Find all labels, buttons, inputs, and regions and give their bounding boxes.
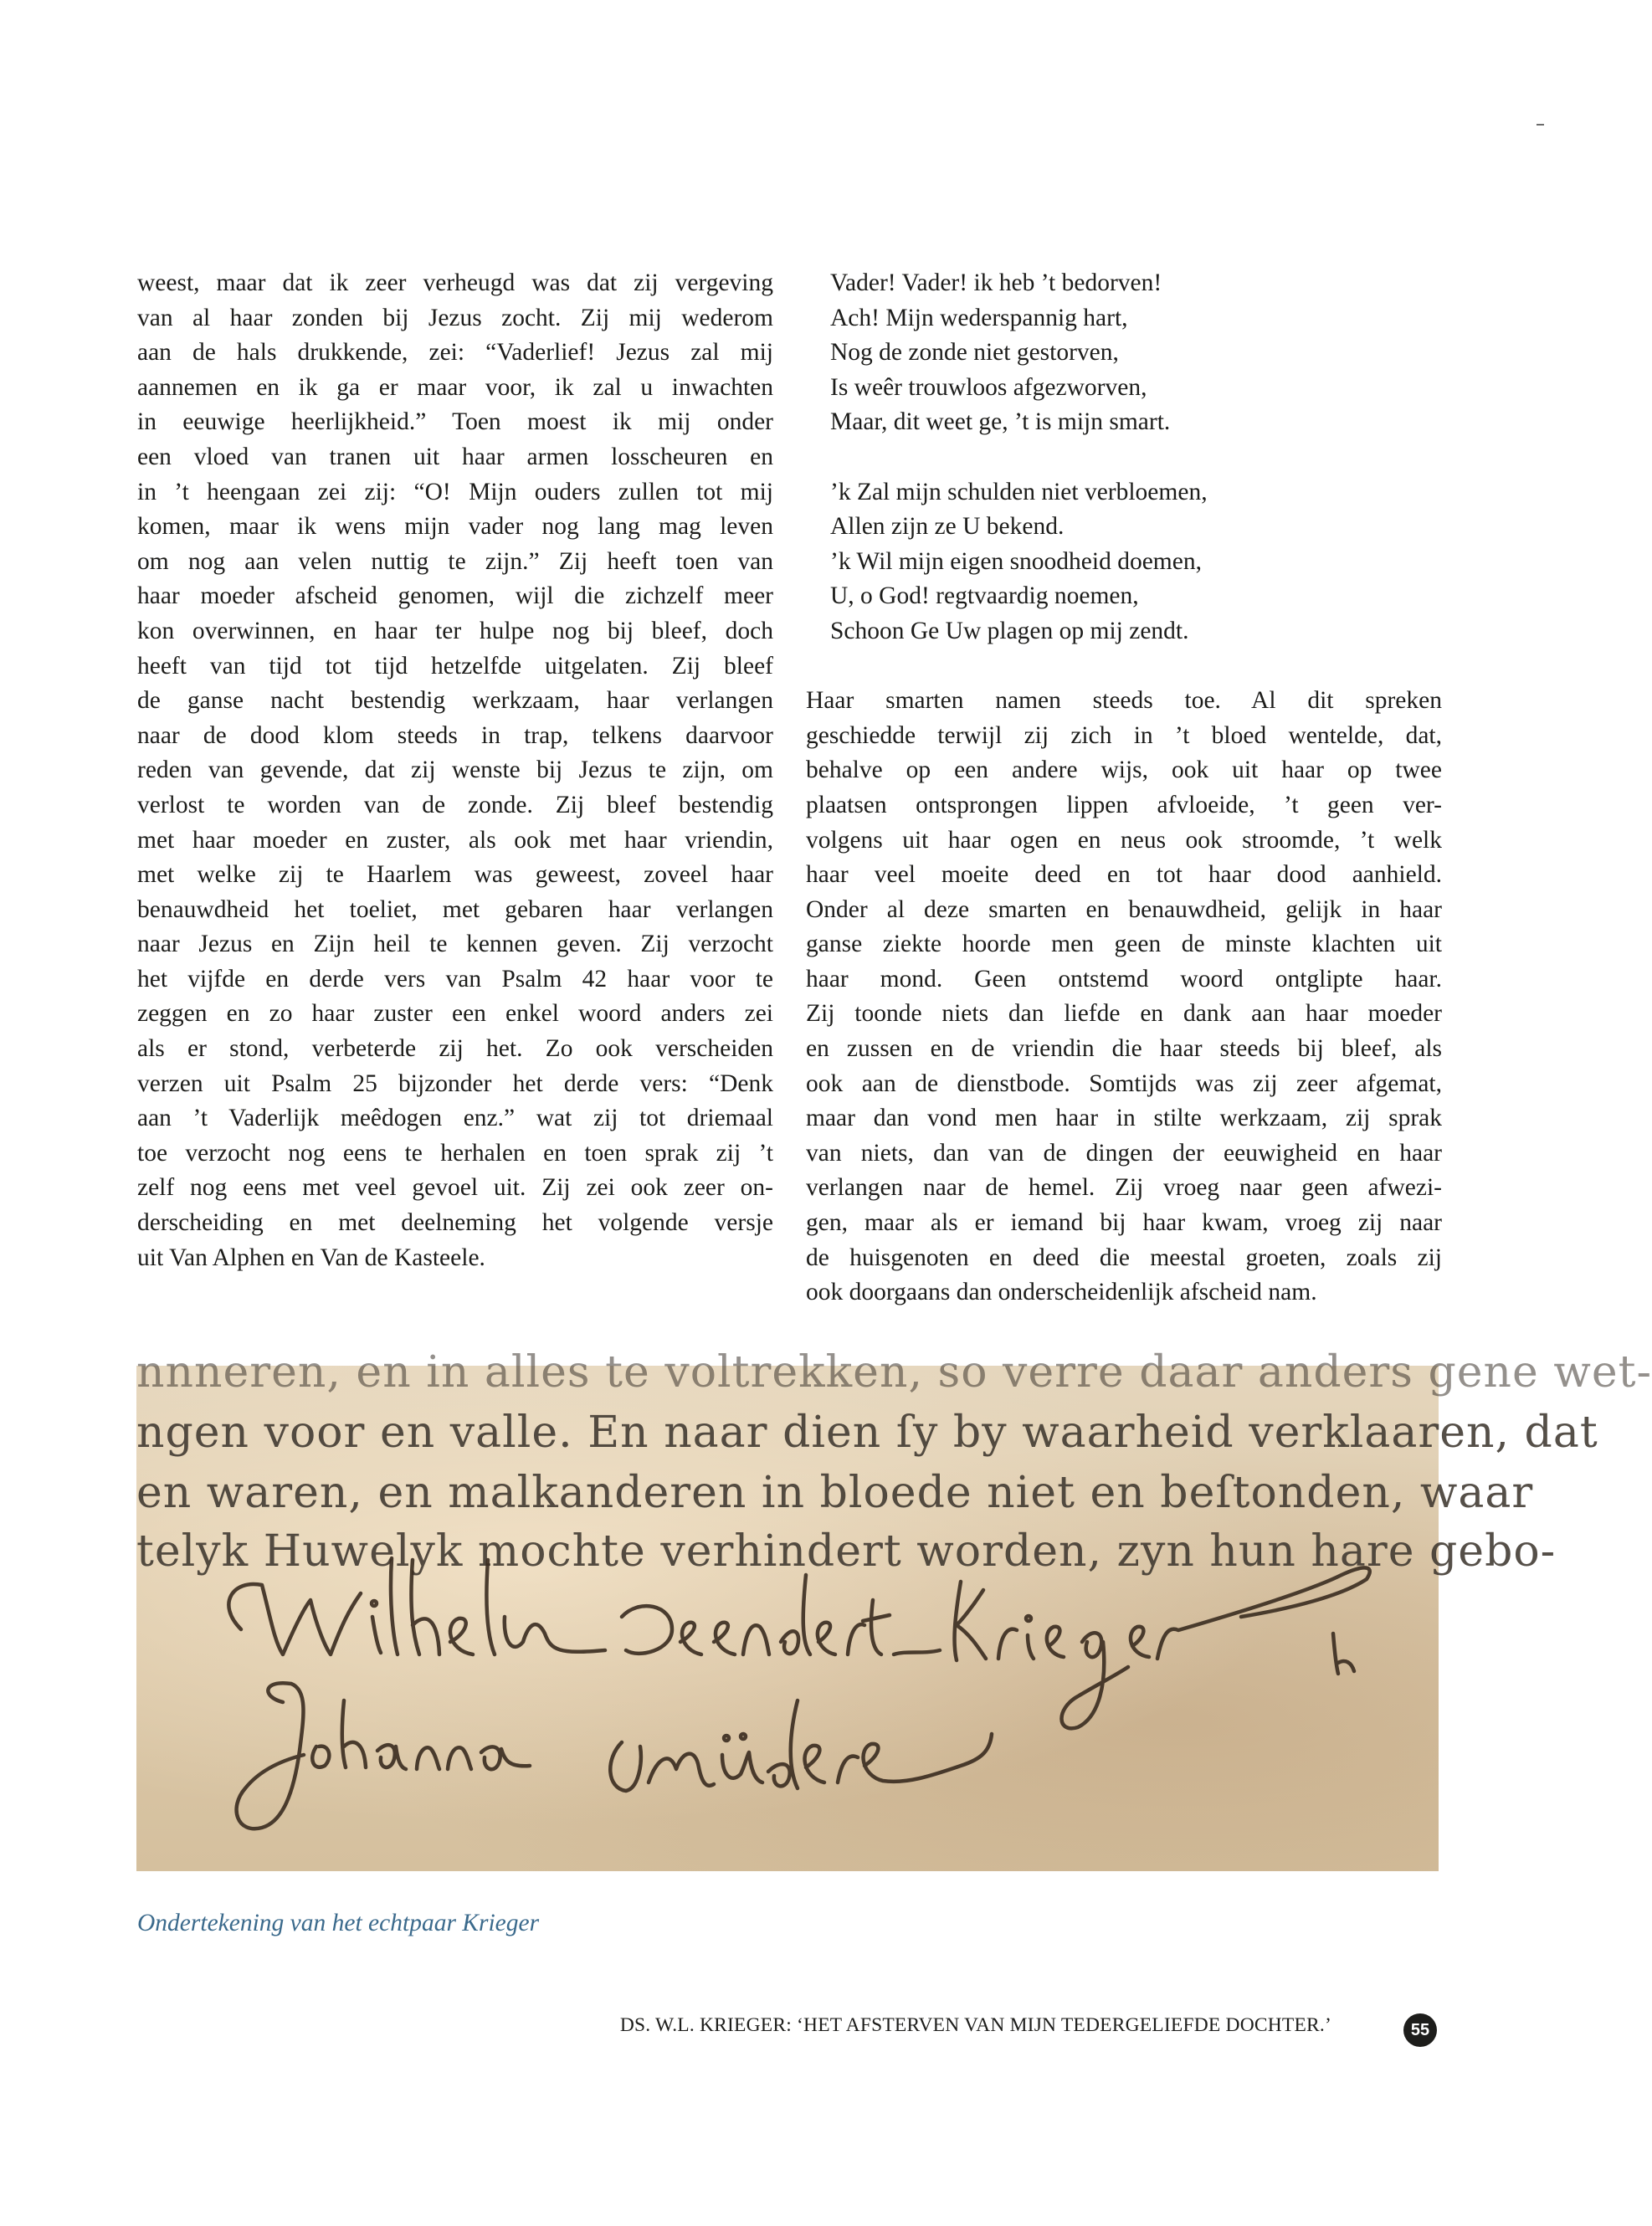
printed-line-4: telyk Huwelyk mochte verhindert worden, zyn hun hare gebo-: [136, 1526, 1557, 1577]
body-text-line: derscheiding en met deelneming het volgende versje: [137, 1209, 773, 1237]
body-text-line: benauwdheid het toeliet, met gebaren haar verlangen: [137, 895, 773, 923]
body-text-line: verlost te worden van de zonde. Zij bleef bestendig: [137, 791, 773, 818]
body-text-line: zelf nog eens met veel gevoel uit. Zij zei ook zeer on-: [137, 1174, 773, 1202]
body-text-line: aan de hals drukkende, zei: “Vaderlief! Jezus zal mij: [137, 339, 773, 367]
poem-line: Is weêr trouwloos afgezworven,: [830, 373, 1147, 401]
body-text-line: in ’t heengaan zei zij: “O! Mijn ouders zullen tot mij: [137, 478, 773, 505]
body-text-line: weest, maar dat ik zeer verheugd was dat zij vergeving: [137, 269, 773, 296]
body-text-line: haar mond. Geen ontstemd woord ontglipte haar.: [806, 965, 1442, 992]
body-text-line: kon overwinnen, en haar ter hulpe nog bij bleef, doch: [137, 617, 773, 644]
signature-johanna-mudere: [237, 1683, 992, 1828]
page-number-badge: 55: [1403, 2013, 1437, 2047]
body-text-line: ook aan de dienstbode. Somtijds was zij zeer afgemat,: [806, 1069, 1442, 1097]
body-text-line: behalve op een andere wijs, ook uit haar op twee: [806, 757, 1442, 784]
signature-figure: [136, 1347, 1652, 1871]
body-text-line: geschiedde terwijl zij zich in ’t bloed wentelde, dat,: [806, 721, 1442, 749]
poem-stanza-2: [830, 475, 1442, 649]
body-text-line: haar veel moeite deed en tot haar dood aanhield.: [806, 861, 1442, 889]
left-column: [137, 266, 773, 1275]
body-text-line: zeggen en zo haar zuster een enkel woord anders zei: [137, 1000, 773, 1028]
body-text-line: met welke zij te Haarlem was geweest, zoveel haar: [137, 861, 773, 889]
body-text-line: reden van gevende, dat zij wenste bij Jezus te zijn, om: [137, 757, 773, 784]
body-text-line: Zij toonde niets dan liefde en dank aan haar moeder: [806, 1000, 1442, 1028]
poem-gap: [806, 649, 1442, 685]
body-text-line: in eeuwige heerlijkheid.” Toen moest ik mij onder: [137, 408, 773, 436]
body-text-line: een vloed van tranen uit haar armen losscheuren en: [137, 443, 773, 470]
running-footer: DS. W.L. KRIEGER: ‘HET AFSTERVEN VAN MIJN TEDERGELIEFDE DOCHTER.’: [619, 2014, 1331, 2036]
body-text-line: aannemen en ik ga er maar voor, ik zal u inwachten: [137, 373, 773, 401]
poem-line: U, o God! regtvaardig noemen,: [830, 582, 1139, 610]
handwritten-signatures: [136, 1366, 1439, 1871]
body-text-line: van niets, dan van de dingen der eeuwigheid en haar: [806, 1139, 1442, 1167]
body-text-line: van al haar zonden bij Jezus zocht. Zij mij wederom: [137, 304, 773, 331]
body-text-line: volgens uit haar ogen en neus ook stroomde, ’t welk: [806, 826, 1442, 854]
poem-line: Allen zijn ze U bekend.: [830, 513, 1065, 541]
body-text-line: heeft van tijd tot tijd hetzelfde uitgelaten. Zij bleef: [137, 652, 773, 680]
printed-line-2: ngen voor en valle. En naar dien ſy by waarheid verklaaren, dat: [136, 1408, 1598, 1458]
ink-flourish-mark: [1333, 1634, 1354, 1674]
poem-line: Ach! Mijn wederspannig hart,: [830, 304, 1128, 331]
stanza-gap: [830, 440, 1442, 475]
body-text-line: naar de dood klom steeds in trap, telkens daarvoor: [137, 721, 773, 749]
signature-wilhelm-leendert-krieger: [228, 1558, 1369, 1728]
right-column: [806, 266, 1442, 1310]
body-text-line: maar dan vond men haar in stilte werkzaam, zij sprak: [806, 1105, 1442, 1132]
body-text-line: Haar smarten namen steeds toe. Al dit spreken: [806, 687, 1442, 715]
body-text-line: en zussen en de vriendin die haar steeds bij bleef, als: [806, 1035, 1442, 1063]
poem-line: ’k Zal mijn schulden niet verbloemen,: [830, 478, 1208, 505]
body-text-line: om nog aan velen nuttig te zijn.” Zij heeft toen van: [137, 547, 773, 575]
body-text-line: Onder al deze smarten en benauwdheid, gelijk in haar: [806, 895, 1442, 923]
figure-caption: Ondertekening van het echtpaar Krieger: [137, 1910, 540, 1936]
body-text-line: met haar moeder en zuster, als ook met haar vriendin,: [137, 826, 773, 854]
body-text-line: gen, maar als er iemand bij haar kwam, vroeg zij naar: [806, 1209, 1442, 1237]
body-text-line: haar moeder afscheid genomen, wijl die zichzelf meer: [137, 582, 773, 610]
body-text-line: verzen uit Psalm 25 bijzonder het derde vers: “Denk: [137, 1069, 773, 1097]
body-text-line: als er stond, verbeterde zij het. Zo ook verscheiden: [137, 1035, 773, 1063]
poem-line: Vader! Vader! ik heb ’t bedorven!: [830, 269, 1162, 296]
body-text-line: aan ’t Vaderlijk meêdogen enz.” wat zij tot driemaal: [137, 1105, 773, 1132]
body-text-line: ganse ziekte hoorde men geen de minste klachten uit: [806, 931, 1442, 958]
body-text-line: plaatsen ontsprongen lippen afvloeide, ’t geen ver-: [806, 791, 1442, 818]
printed-line-3: en waren, en malkanderen in bloede niet en beſtonden, waar: [136, 1468, 1534, 1518]
right-paragraph: [806, 684, 1442, 1310]
poem-line: ’k Wil mijn eigen snoodheid doemen,: [830, 547, 1202, 575]
poem-line: Nog de zonde niet gestorven,: [830, 339, 1119, 367]
poem-line: Maar, dit weet ge, ’t is mijn smart.: [830, 408, 1171, 436]
body-text-line: de ganse nacht bestendig werkzaam, haar verlangen: [137, 687, 773, 715]
corner-crop-mark: [1537, 124, 1544, 126]
body-text-line: uit Van Alphen en Van de Kasteele.: [137, 1244, 485, 1271]
poem-stanza-1: [830, 266, 1442, 440]
poem: [806, 266, 1442, 649]
body-text-line: het vijfde en derde vers van Psalm 42 haar voor te: [137, 965, 773, 992]
body-text-line: komen, maar ik wens mijn vader nog lang mag leven: [137, 513, 773, 541]
body-text-line: toe verzocht nog eens te herhalen en toen sprak zij ’t: [137, 1139, 773, 1167]
body-text-line: naar Jezus en Zijn heil te kennen geven. Zij verzocht: [137, 931, 773, 958]
body-text-line: de huisgenoten en deed die meestal groeten, zoals zij: [806, 1244, 1442, 1271]
body-text-line: verlangen naar de hemel. Zij vroeg naar geen afwezi-: [806, 1174, 1442, 1202]
poem-line: Schoon Ge Uw plagen op mij zendt.: [830, 617, 1189, 644]
body-text-line: ook doorgaans dan onderscheidenlijk afscheid nam.: [806, 1279, 1317, 1306]
printed-line-1: nnneren, en in alles te voltrekken, so verre daar anders gene wet-: [136, 1347, 1652, 1398]
